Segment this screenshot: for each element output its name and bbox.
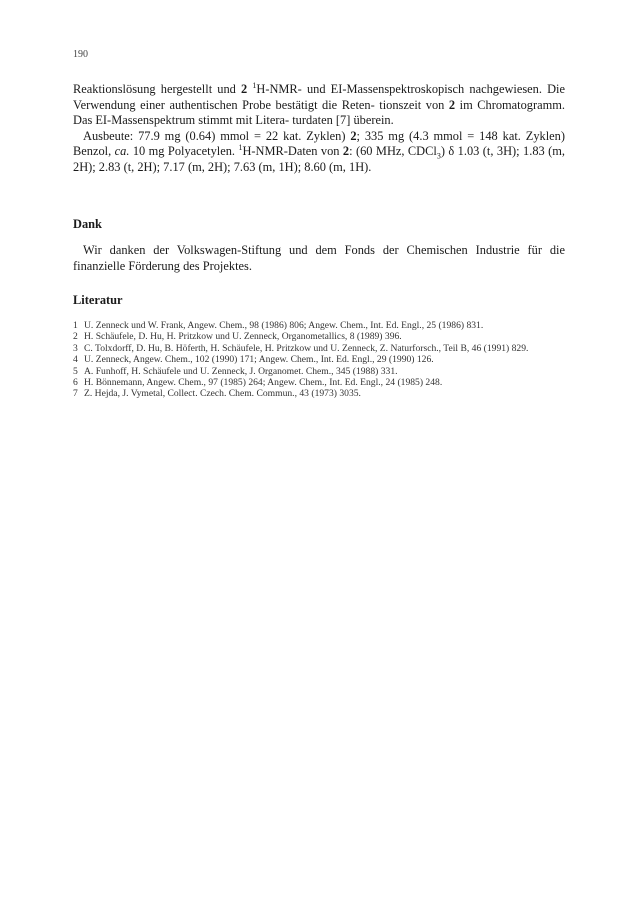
text-span: nachgewiesen. Die Verwendung einer authentischen Probe bestätigt die Reten- (73, 82, 566, 112)
text-span: turdaten [7] überein. (292, 113, 394, 128)
paragraph-yield (73, 129, 565, 176)
reference-number: 6 (73, 377, 78, 389)
reference-list (73, 320, 565, 400)
paragraph-retention (73, 82, 565, 129)
superscript: 1 (238, 143, 243, 153)
reference-item (73, 331, 565, 342)
dank-text (73, 243, 565, 274)
reference-text: C. Tolxdorff, D. Hu, B. Höferth, H. Schäufele, H. Pritzkow und U. Zenneck, Z. Naturforsch., Teil B, 46 (1991) 829. (84, 342, 529, 354)
compound-number: 2 (342, 144, 350, 159)
experimental-text (73, 82, 565, 176)
reference-text: H. Schäufele, D. Hu, H. Pritzkow und U. Zenneck, Organometallics, 8 (1989) 396. (84, 331, 402, 343)
reference-text: A. Funhoff, H. Schäufele und U. Zenneck, J. Organomet. Chem., 345 (1988) 331. (84, 365, 398, 377)
text-span: 10 mg Polyacetylen. (129, 144, 239, 159)
dank-paragraph (73, 243, 565, 274)
reference-item (73, 377, 565, 388)
compound-number: 2 (350, 128, 357, 143)
reference-number: 1 (73, 320, 78, 331)
text-span: im Chromatogramm. Das EI-Massenspektrum stimmt mit Litera- (73, 97, 565, 128)
text-span: Wir danken der Volkswagen-Stiftung und dem Fonds der Chemischen Industrie (83, 243, 520, 257)
text-span: Ausbeute: 77.9 mg (0.64) mmol = 22 kat. Zyklen) (83, 128, 351, 143)
reference-number: 5 (73, 365, 78, 377)
page-number: 190 (73, 49, 88, 60)
text-span: : (60 MHz, CDCl (349, 144, 437, 159)
reference-number: 3 (73, 342, 78, 354)
italic-ca: ca. (114, 144, 130, 159)
reference-item (73, 320, 565, 331)
reference-text: U. Zenneck, Angew. Chem., 102 (1990) 171; Angew. Chem., Int. Ed. Engl., 29 (1990) 126. (84, 354, 434, 366)
reference-text: Z. Hejda, J. Vymetal, Collect. Czech. Chem. Commun., 43 (1973) 3035. (84, 388, 361, 400)
text-span: für die finanzielle Förderung des Projektes. (73, 243, 565, 273)
reference-item (73, 388, 565, 399)
reference-item (73, 366, 565, 377)
compound-number: 2 (241, 82, 248, 96)
reference-number: 7 (73, 388, 78, 400)
text-span: H-NMR-Daten von (242, 144, 343, 159)
text-span: ; 335 mg (4.3 mmol = 148 kat. (356, 128, 521, 143)
dank-heading: Dank (73, 217, 102, 231)
subscript: 3 (436, 151, 441, 161)
superscript: 1 (252, 80, 257, 90)
text-span: ) (440, 144, 445, 159)
text-span: H-NMR- und EI-Massenspektroskopisch (256, 82, 465, 96)
text-span: Zyklen) Benzol, (73, 128, 565, 159)
reference-number: 2 (73, 331, 78, 343)
text-span: tionszeit von (379, 97, 449, 112)
reference-item (73, 354, 565, 365)
reference-item (73, 343, 565, 354)
literatur-heading: Literatur (73, 293, 123, 307)
compound-number: 2 (448, 97, 456, 112)
reference-text: U. Zenneck und W. Frank, Angew. Chem., 98 (1986) 806; Angew. Chem., Int. Ed. Engl., 25 (1986) 831. (84, 320, 484, 331)
reference-text: H. Bönnemann, Angew. Chem., 97 (1985) 264; Angew. Chem., Int. Ed. Engl., 24 (1985) 248. (84, 377, 443, 389)
reference-number: 4 (73, 354, 78, 366)
nmr-data: δ 1.03 (t, 3H); 1.83 (m, 2H); 2.83 (t, 2H); 7.17 (m, 2H); 7.63 (m, 1H); 8.60 (m, 1H). (73, 144, 565, 174)
text-span: Reaktionslösung hergestellt und (73, 82, 242, 96)
